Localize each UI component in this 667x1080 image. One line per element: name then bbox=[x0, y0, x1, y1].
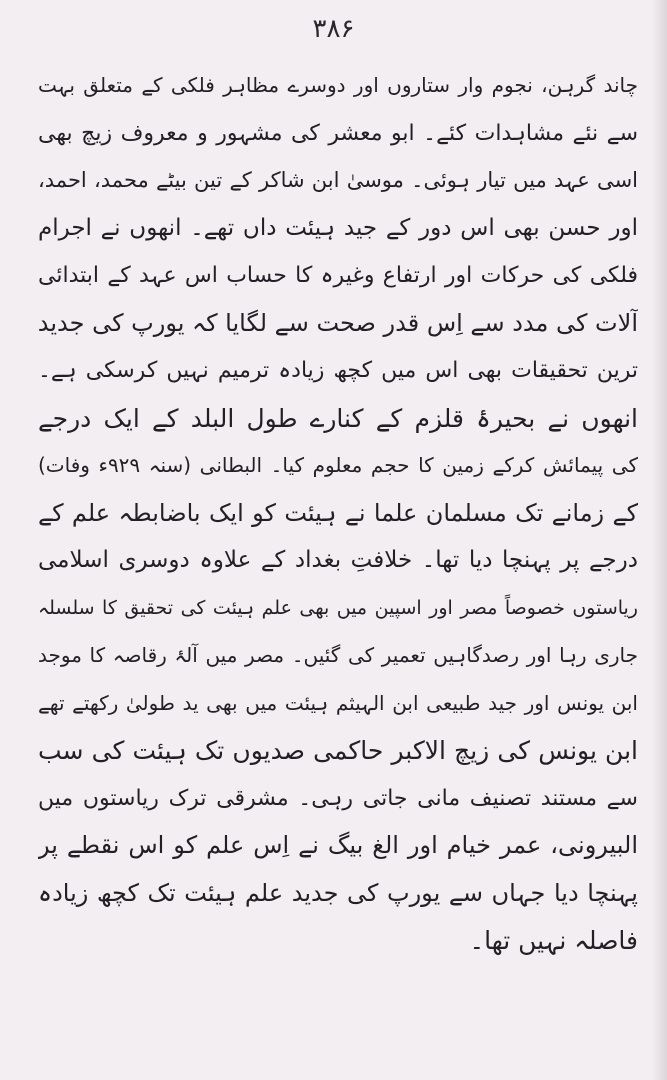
text-line: اسی عہد میں تیار ہوئی۔ موسیٰ ابن شاکر کے تین بیٹے محمد، احمد، bbox=[38, 168, 638, 192]
text-line: کے زمانے تک مسلمان علما نے ہیئت کو ایک باضابطہ علم کے bbox=[38, 498, 638, 527]
text-line: ریاستوں خصوصاً مصر اور اسپین میں بھی علم ہیئت کی تحقیق کا سلسلہ bbox=[38, 596, 638, 619]
text-line: البیرونی، عمر خیام اور الغ بیگ نے اِس علم کو اس نقطے پر bbox=[38, 831, 638, 859]
text-line: سے مستند تصنیف مانی جاتی رہی۔ مشرقی ترک ریاستوں میں bbox=[38, 785, 638, 811]
text-line: فاصلہ نہیں تھا۔ bbox=[469, 926, 638, 955]
body-text bbox=[38, 62, 638, 965]
page-number: ۳۸۶ bbox=[312, 14, 355, 44]
text-line: چاند گرہن، نجوم وار ستاروں اور دوسرے مظاہر فلکی کے متعلق بہت bbox=[38, 73, 638, 97]
page-edge-shadow bbox=[653, 0, 667, 1080]
text-line: پہنچا دیا جہاں سے یورپ کی جدید علم ہیئت تک کچھ زیادہ bbox=[38, 878, 638, 907]
text-line: ابن یونس کی زیچ الاکبر حاکمی صدیوں تک ہیئت کی سب bbox=[38, 736, 638, 765]
text-line: آلات کی مدد سے اِس قدر صحت سے لگایا کہ یورپ کی جدید bbox=[38, 308, 638, 337]
text-line: اور حسن بھی اس دور کے جید ہیئت داں تھے۔ انھوں نے اجرام bbox=[38, 214, 638, 241]
text-line: ترین تحقیقات بھی اس میں کچھ زیادہ ترمیم نہیں کرسکی ہے۔ bbox=[38, 358, 638, 383]
text-line: انھوں نے بحیرۂ قلزم کے کنارے طول البلد کے ایک درجے bbox=[38, 403, 638, 433]
text-line: سے نئے مشاہدات کئے۔ ابو معشر کی مشہور و معروف زیچ بھی bbox=[38, 120, 638, 146]
text-line: ابن یونس اور جید طبیعی ابن الہیثم ہیئت میں بھی ید طولیٰ رکھتے تھے bbox=[38, 690, 638, 715]
text-line: جاری رہا اور رصدگاہیں تعمیر کی گئیں۔ مصر میں آلۂ رقاصہ کا موجد bbox=[38, 643, 638, 667]
text-line: فلکی کی حرکات اور ارتفاع وغیرہ کا حساب اس عہد کے ابتدائی bbox=[38, 263, 638, 288]
text-line: کی پیمائش کرکے زمین کا حجم معلوم کیا۔ البطانی (سنہ ۹۲۹ء وفات) bbox=[38, 453, 638, 477]
text-line: درجے پر پہنچا دیا تھا۔ خلافتِ بغداد کے علاوہ دوسری اسلامی bbox=[38, 547, 638, 573]
